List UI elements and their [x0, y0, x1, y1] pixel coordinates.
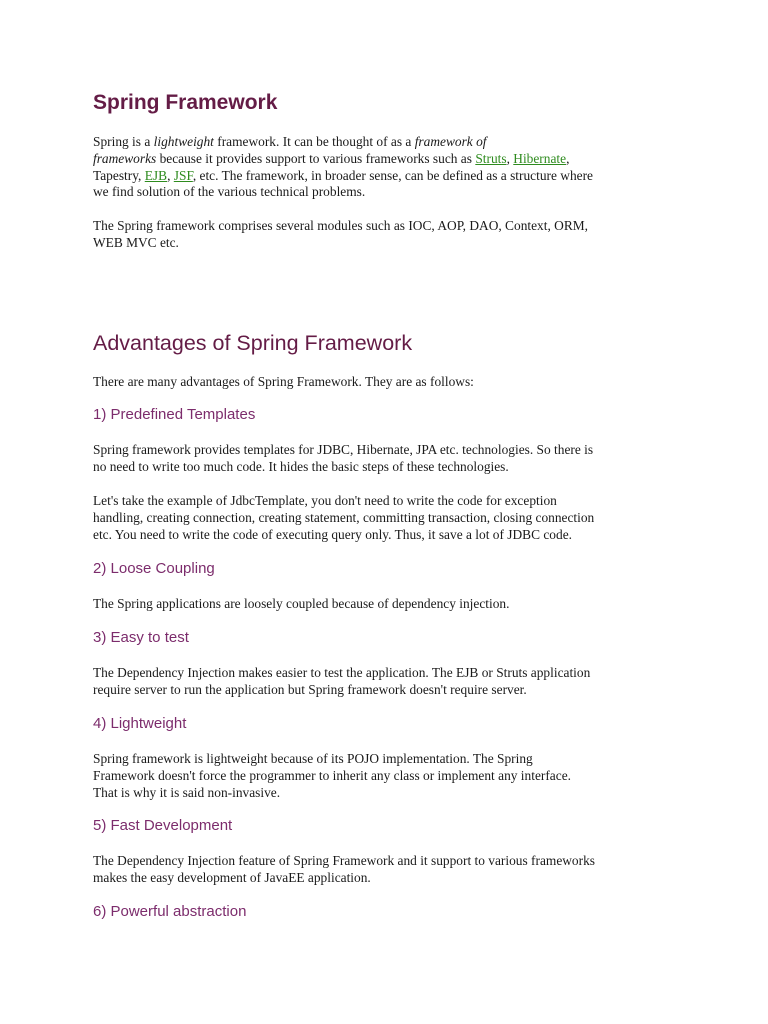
advantage-heading-templates: 1) Predefined Templates — [93, 406, 256, 423]
paragraph-line: That is why it is said non-invasive. — [93, 784, 281, 800]
advantage-heading-easy-to-test: 3) Easy to test — [93, 629, 189, 646]
text-span: Tapestry, — [93, 167, 145, 183]
text-span: framework. It can be thought of as a — [213, 134, 415, 149]
text-span: , — [566, 150, 570, 166]
paragraph-line: handling, creating connection, creating statement, committing transaction, closing connection — [93, 509, 595, 525]
advantages-intro-line: There are many advantages of Spring Framework. They are as follows: — [93, 374, 474, 389]
advantage-paragraph — [93, 596, 683, 613]
advantage-paragraph — [93, 493, 683, 543]
link-ejb[interactable]: EJB — [144, 167, 168, 183]
paragraph-line: Let's take the example of JdbcTemplate, you don't need to write the code for exception — [93, 493, 557, 508]
emphasis-frameworks: frameworks — [93, 150, 157, 166]
intro-line-3 — [93, 168, 683, 185]
text-span: , etc. The framework, in broader sense, can be defined as a structure where — [192, 167, 594, 183]
advantages-heading: Advantages of Spring Framework — [93, 331, 413, 355]
advantages-intro — [93, 374, 683, 391]
intro-paragraph — [93, 134, 683, 201]
emphasis-framework-of: framework of — [414, 134, 487, 149]
paragraph-line: no need to write too much code. It hides the basic steps of these technologies. — [93, 458, 509, 474]
paragraph-line: Spring framework provides templates for JDBC, Hibernate, JPA etc. technologies. So there is — [93, 442, 594, 457]
modules-line-2: WEB MVC etc. — [93, 234, 179, 250]
advantage-paragraph — [93, 751, 683, 801]
link-hibernate[interactable]: Hibernate — [513, 150, 567, 166]
paragraph-line: Framework doesn't force the programmer to inherit any class or implement any interface. — [93, 767, 571, 783]
text-span: Spring is a — [93, 134, 154, 149]
link-struts[interactable]: Struts — [475, 150, 507, 166]
intro-line-1 — [93, 134, 683, 151]
paragraph-line: etc. You need to write the code of executing query only. Thus, it save a lot of JDBC code. — [93, 526, 572, 542]
advantage-heading-lightweight: 4) Lightweight — [93, 715, 187, 732]
text-span: , — [167, 167, 174, 183]
advantage-heading-loose-coupling: 2) Loose Coupling — [93, 560, 215, 577]
page-title: Spring Framework — [93, 91, 278, 114]
paragraph-line: The Spring applications are loosely coupled because of dependency injection. — [93, 596, 510, 611]
advantage-paragraph — [93, 665, 683, 699]
modules-paragraph — [93, 218, 683, 252]
paragraph-line: The Dependency Injection makes easier to test the application. The EJB or Struts application — [93, 665, 591, 680]
advantage-paragraph — [93, 442, 683, 476]
paragraph-line: The Dependency Injection feature of Spring Framework and it support to various frameworks — [93, 853, 595, 868]
advantage-heading-fast-development: 5) Fast Development — [93, 817, 233, 834]
intro-line-4: we find solution of the various technical problems. — [93, 184, 366, 200]
paragraph-line: require server to run the application but Spring framework doesn't require server. — [93, 681, 527, 697]
intro-line-2 — [93, 151, 683, 168]
text-span: , — [506, 150, 514, 166]
advantage-heading-powerful-abstraction: 6) Powerful abstraction — [93, 903, 247, 920]
emphasis-lightweight: lightweight — [153, 134, 214, 149]
modules-line-1: The Spring framework comprises several modules such as IOC, AOP, DAO, Context, ORM, — [93, 218, 589, 233]
paragraph-line: makes the easy development of JavaEE application. — [93, 869, 371, 885]
link-jsf[interactable]: JSF — [173, 167, 193, 183]
paragraph-line: Spring framework is lightweight because of its POJO implementation. The Spring — [93, 751, 533, 766]
advantage-paragraph — [93, 853, 683, 887]
text-span: because it provides support to various frameworks such as — [156, 150, 476, 166]
